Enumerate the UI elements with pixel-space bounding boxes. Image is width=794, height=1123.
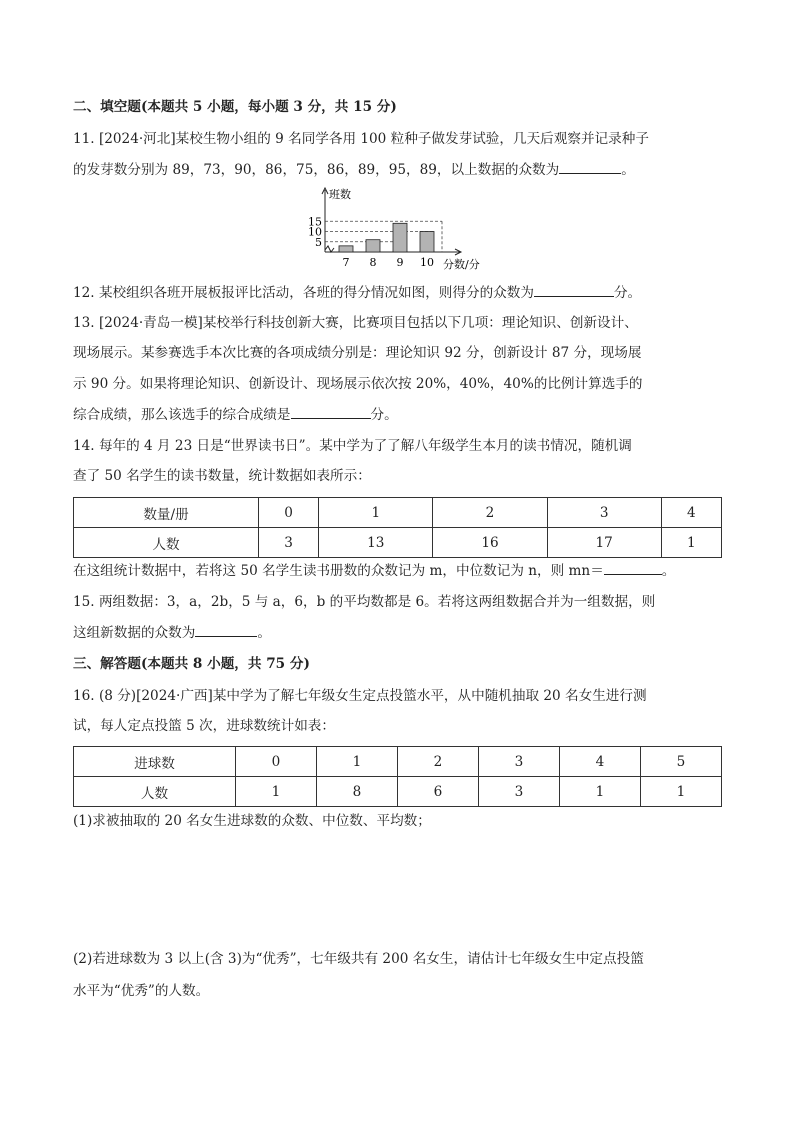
x-tick-label: 9 [396,256,404,269]
table-cell: 人数 [74,777,236,807]
table-row [74,747,722,777]
table-cell: 16 [433,528,547,558]
table-cell: 1 [317,747,398,777]
x-axis-label: 分数/分 [443,258,480,271]
table-cell: 8 [317,777,398,807]
table-cell: 数量/册 [74,498,259,528]
table-row [74,777,722,807]
q16-part1: (1)求被抽取的 20 名女生进球数的众数、中位数、平均数； [73,813,431,829]
q13-line1: 13. [2024·青岛一模]某校举行科技创新大赛，比赛项目包括以下几项：理论知识、创新设计、 [73,315,638,331]
bar [366,240,380,252]
table-cell: 4 [560,747,641,777]
table-cell: 4 [661,498,721,528]
y-tick-label: 15 [308,215,322,229]
x-tick-label: 7 [342,256,350,269]
q15-text: 这组新数据的众数为 [73,625,196,641]
q14-line2: 查了 50 名学生的读书数量，统计数据如表所示： [73,468,371,484]
table-cell: 0 [259,498,319,528]
x-tick-label: 10 [420,256,434,269]
table-cell: 2 [398,747,479,777]
q15-line1: 15. 两组数据：3，a，2b，5 与 a，6，b 的平均数都是 6。若将这两组数据合并为一组数据，则 [73,594,656,610]
table-row [74,528,722,558]
table-cell: 进球数 [74,747,236,777]
bar [393,223,407,252]
q15-end: 。 [257,625,271,641]
table-cell: 1 [661,528,721,558]
q12-line [73,282,641,303]
table-cell: 1 [641,777,722,807]
y-tick-label: 10 [308,225,322,239]
q14-end: 。 [661,563,676,579]
y-tick-label: 5 [315,235,322,249]
q13-line3: 示 90 分。如果将理论知识、创新设计、现场展示依次按 20%，40%，40%的比例计算选手的 [73,376,643,392]
bar [420,232,434,253]
section-heading-solutions: 三、解答题(本题共 8 小题，共 75 分) [73,656,310,672]
q11-text: 的发芽数分别为 89，73，90，86，75，86，89，95，89，以上数据的众数为 [73,162,560,178]
table-cell: 3 [479,777,560,807]
table-row [74,498,722,528]
table-cell: 5 [641,747,722,777]
table-cell: 人数 [74,528,259,558]
y-axis-label: 班数 [329,188,351,201]
bar-chart [295,186,495,274]
q11-line1: 11. [2024·河北]某校生物小组的 9 名同学各用 100 粒种子做发芽试验，几天后观察并记录种子 [73,131,649,147]
bar [339,246,353,252]
table-cell: 13 [319,528,433,558]
reading-table [73,497,722,558]
q13-text: 综合成绩，那么该选手的综合成绩是 [73,407,291,423]
x-tick-label: 8 [369,256,377,269]
q12-end: 分。 [613,285,642,301]
q15-answer-blank [195,622,257,637]
q14-text: 在这组统计数据中，若将这 50 名学生读书册数的众数记为 m，中位数记为 n，则 mn＝ [73,563,604,579]
shooting-table [73,746,722,807]
q13-line4 [73,404,398,425]
section-heading-fill-in: 二、填空题(本题共 5 小题，每小题 3 分，共 15 分) [73,99,397,115]
table-cell: 3 [479,747,560,777]
q11-end: 。 [621,162,635,178]
q13-line2: 现场展示。某参赛选手本次比赛的各项成绩分别是：理论知识 92 分，创新设计 87 分，现场展 [73,345,642,361]
table-cell: 1 [560,777,641,807]
q16-line2: 试，每人定点投篮 5 次，进球数统计如表： [73,718,335,734]
axis-break [325,246,334,252]
table-cell: 3 [259,528,319,558]
q13-answer-blank [291,404,371,419]
q16-part2-line2: 水平为“优秀”的人数。 [73,983,210,999]
q14-line1: 14. 每年的 4 月 23 日是“世界读书日”。某中学为了了解八年级学生本月的读书情况，随机调 [73,438,632,454]
q11-line2 [73,159,635,180]
q13-end: 分。 [370,407,398,423]
table-cell: 3 [547,498,661,528]
table-cell: 1 [319,498,433,528]
q12-answer-blank [534,282,614,297]
q16-line1: 16. (8 分)[2024·广西]某中学为了解七年级女生定点投篮水平，从中随机抽取 20 名女生进行测 [73,688,647,704]
table-cell: 1 [236,777,317,807]
q16-part2-line1: (2)若进球数为 3 以上(含 3)为“优秀”，七年级共有 200 名女生，请估计七年级女生中定点投篮 [73,951,644,967]
table-cell: 2 [433,498,547,528]
table-cell: 6 [398,777,479,807]
q15-line2 [73,622,271,643]
q11-answer-blank [559,159,621,174]
q14-answer-blank [604,560,662,575]
q14-line3 [73,560,675,581]
q12-text: 12. 某校组织各班开展板报评比活动，各班的得分情况如图，则得分的众数为 [73,285,534,301]
table-cell: 17 [547,528,661,558]
table-cell: 0 [236,747,317,777]
